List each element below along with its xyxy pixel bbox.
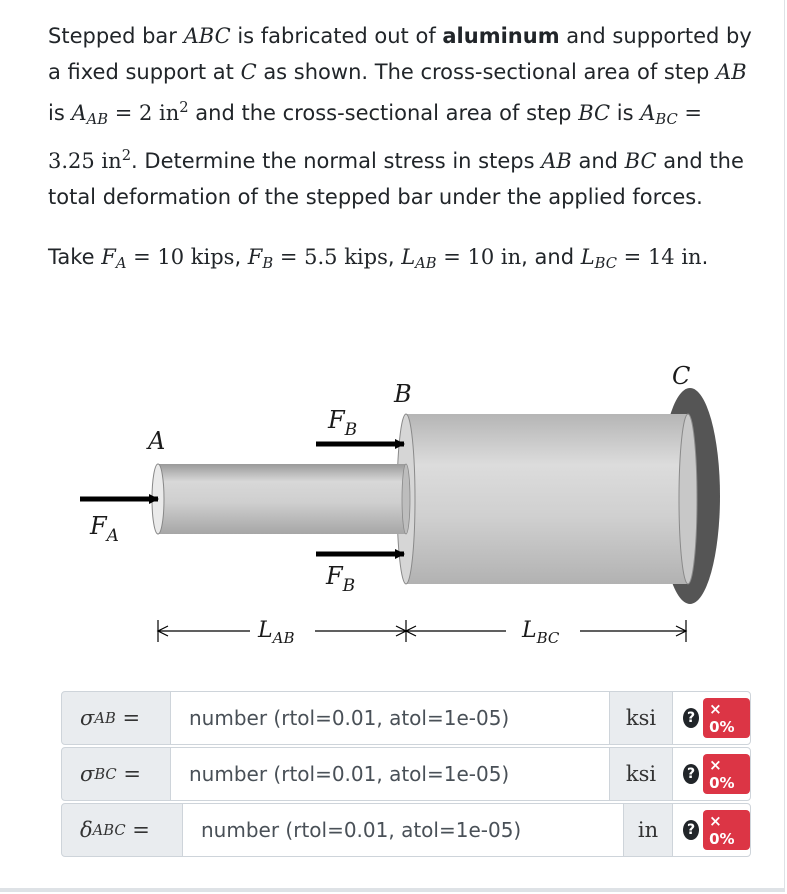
help-icon[interactable]: ? (683, 820, 699, 840)
stepped-bar-figure (60, 352, 740, 672)
label-b: B (394, 380, 412, 408)
delta-abc-input[interactable]: number (rtol=0.01, atol=1e-05) (182, 803, 624, 857)
sigma-bc-input[interactable]: number (rtol=0.01, atol=1e-05) (170, 747, 610, 801)
answer-status (672, 747, 751, 801)
answer-row-sigma-bc (61, 747, 751, 801)
step-bc-cylinder (397, 414, 697, 584)
card-footer-divider (0, 888, 785, 892)
problem-paragraph-1: Stepped bar ABC is fabricated out of aluminum and supported by a fixed support at C as shown. The cross-sectional area of step AB is $A_{AB} = 2$ $in^2$ and the cross-sectional area of step BC is $A_{BC} = 3.25$ $in^2$. Determine the normal stress in steps AB and BC and the total deformation of the stepped bar under the applied forces. (48, 24, 752, 209)
score-badge: × 0% (703, 754, 750, 794)
problem-statement (48, 18, 753, 282)
label-fa: $F_A$ (90, 512, 119, 546)
unit-label: ksi (609, 747, 673, 801)
label-c: C (672, 362, 691, 390)
dimension-lines (158, 620, 686, 642)
answer-inputs (61, 691, 751, 859)
answer-row-delta-abc (61, 803, 751, 857)
answer-status (672, 691, 751, 745)
answer-label: σ BC = (61, 747, 171, 801)
label-fb-bottom: $F_B$ (326, 562, 356, 596)
label-lbc: $L_{BC}$ (522, 618, 560, 647)
label-fb-top: $F_B$ (328, 406, 358, 440)
score-badge: × 0% (703, 698, 750, 738)
sigma-ab-input[interactable]: number (rtol=0.01, atol=1e-05) (170, 691, 610, 745)
unit-label: in (623, 803, 673, 857)
label-a: A (148, 427, 166, 455)
step-ab-cylinder (152, 464, 410, 534)
answer-label: σ AB = (61, 691, 171, 745)
answer-status (672, 803, 751, 857)
score-badge: × 0% (703, 810, 750, 850)
problem-paragraph-2: Take $F_A = 10$ kips, $F_B = 5.5$ kips, $L_{AB} = 10$ in, and $L_{BC} = 14$ in. (48, 245, 709, 272)
label-lab: $L_{AB}$ (258, 618, 295, 647)
help-icon[interactable]: ? (683, 708, 699, 728)
answer-label: δ ABC = (61, 803, 183, 857)
unit-label: ksi (609, 691, 673, 745)
help-icon[interactable]: ? (683, 764, 699, 784)
answer-row-sigma-ab (61, 691, 751, 745)
material-name: aluminum (442, 24, 560, 48)
